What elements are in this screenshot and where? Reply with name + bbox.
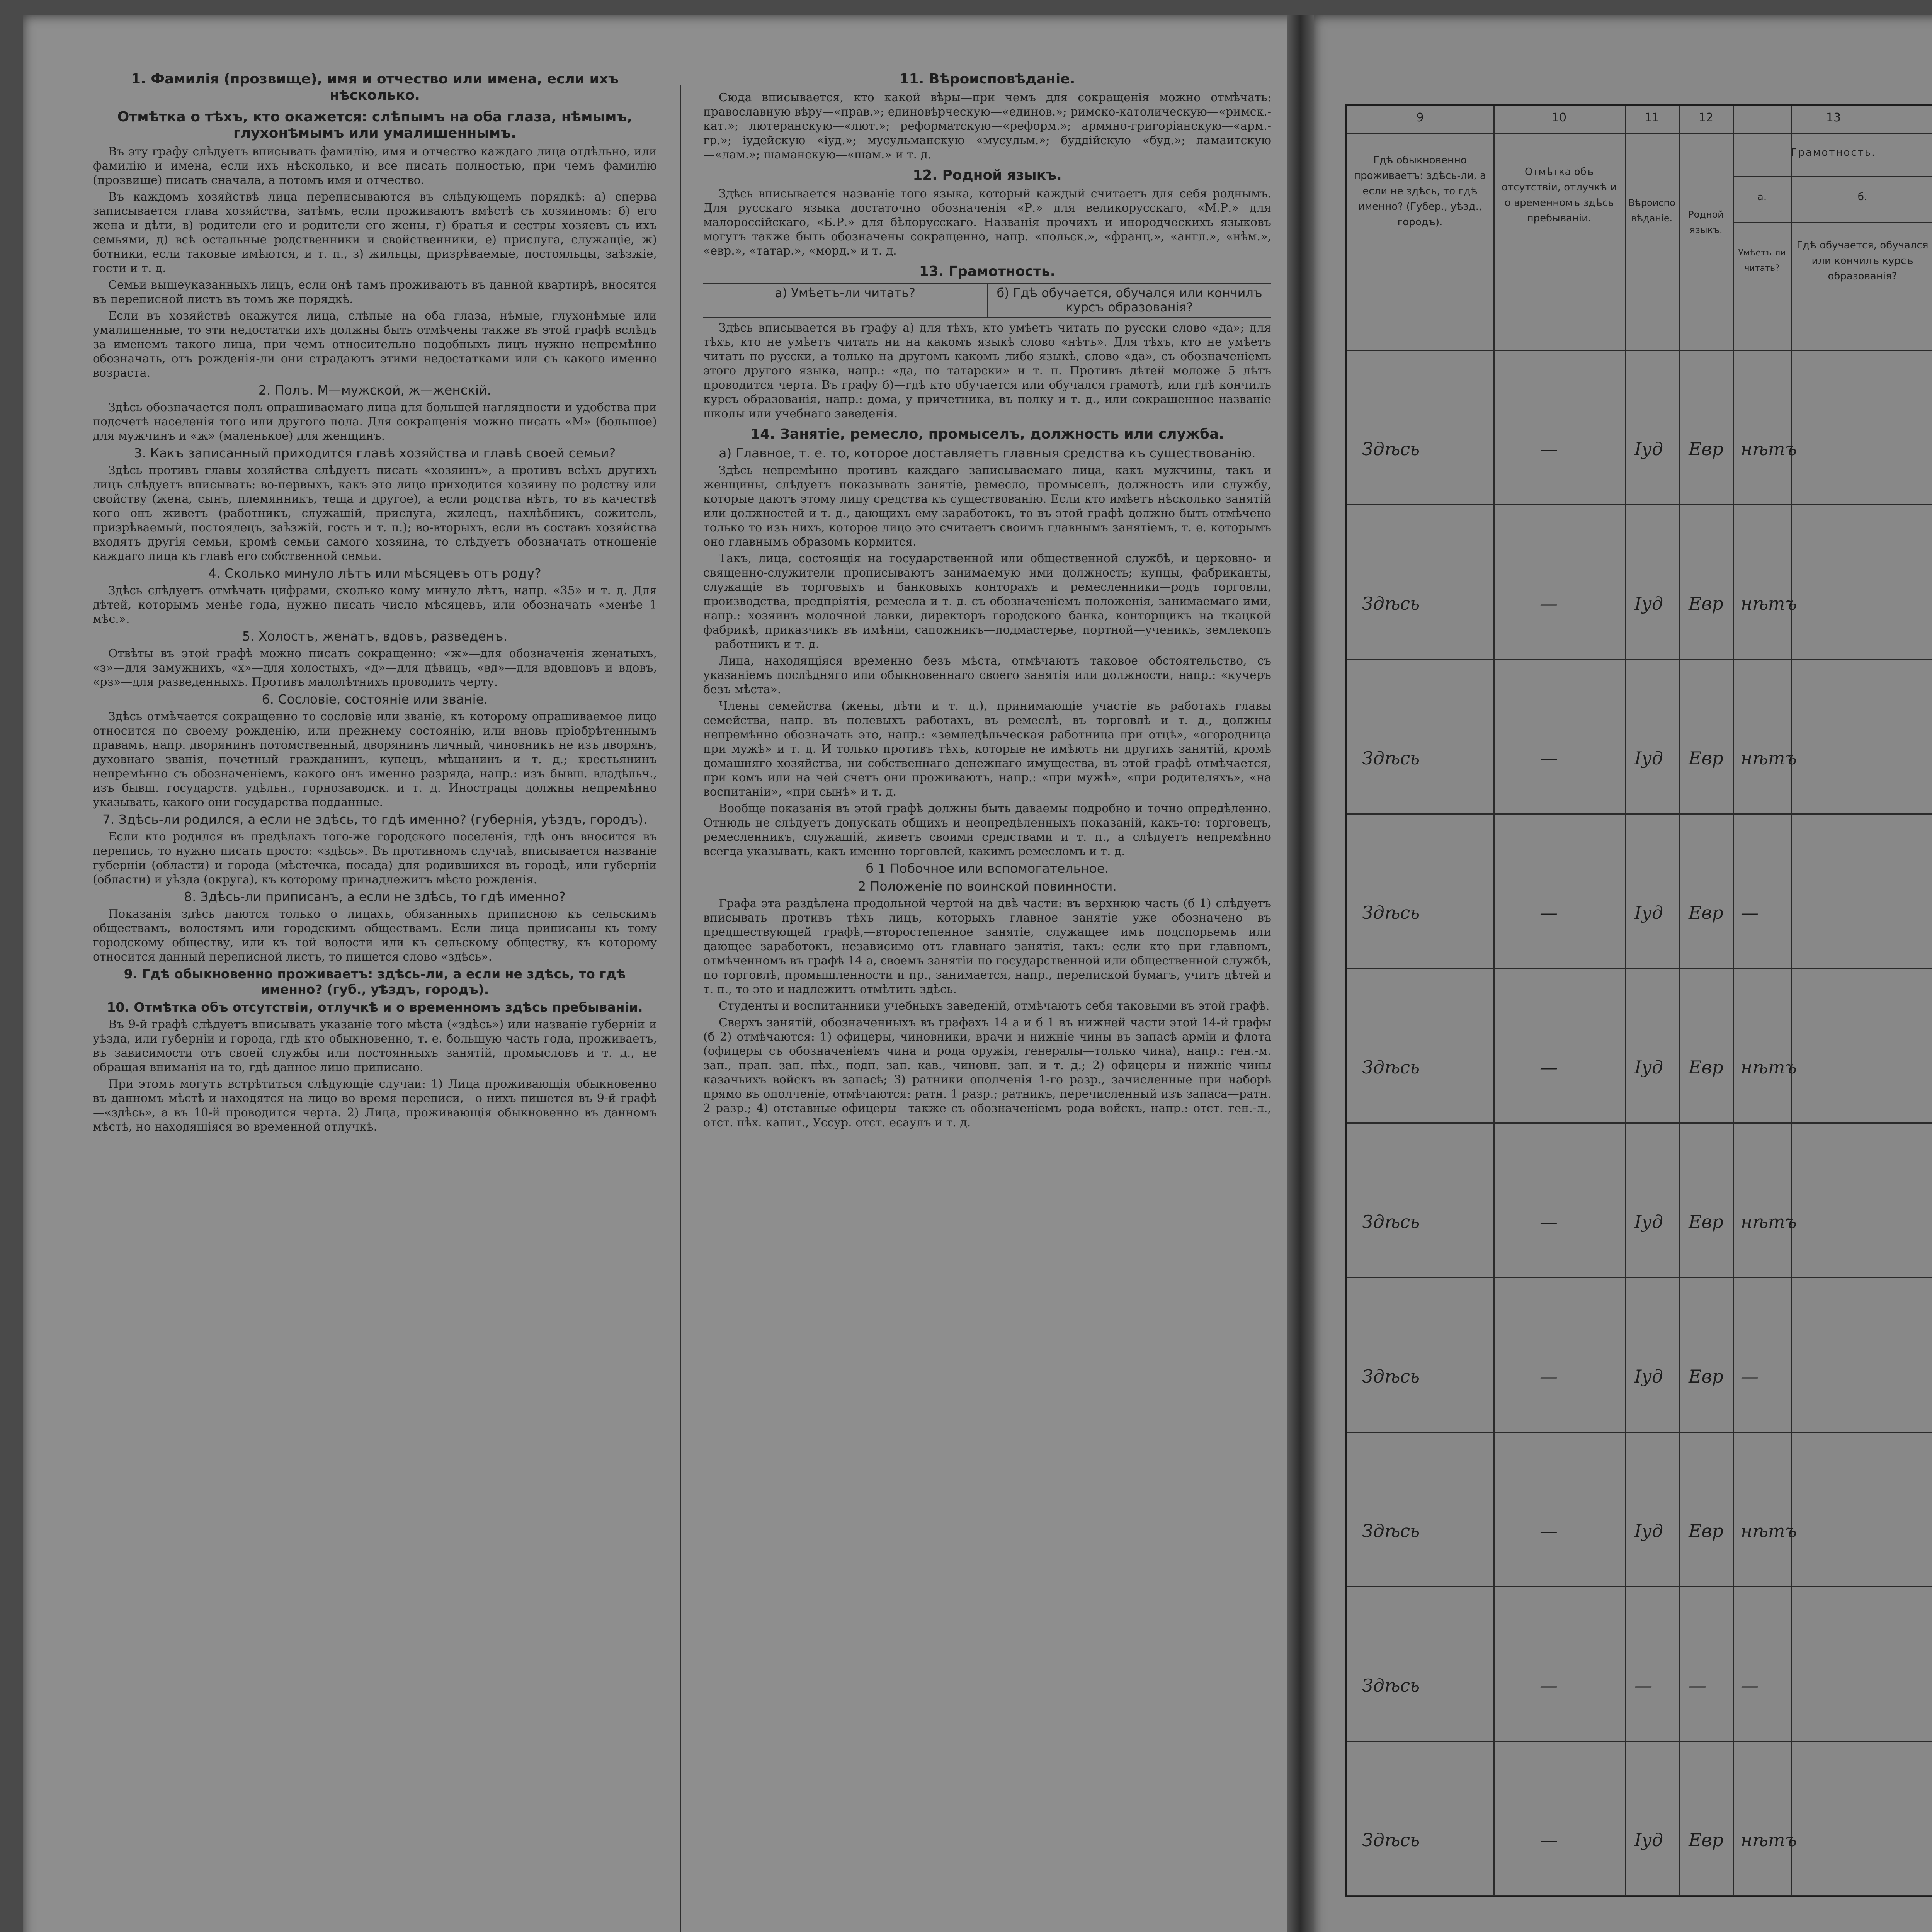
cell-faith: Іуд <box>1634 1520 1663 1541</box>
instruction-paragraph: Лица, находящіяся временно безъ мѣста, отмѣчаютъ таковое обстоятельство, съ указаніемъ послѣдняго или обыкновеннаго своего занятія или должности, напр.: «кучеръ безъ мѣста». <box>703 654 1271 696</box>
section-heading: 13. Грамотность. <box>919 264 1056 279</box>
cell-language: Евр <box>1689 1520 1723 1541</box>
col13-sub-rule <box>1733 176 1932 177</box>
cell-residence: Здѣсь <box>1362 593 1420 614</box>
cell-faith: Іуд <box>1634 1057 1663 1078</box>
census-table <box>1345 104 1932 1897</box>
header-number-rule <box>1347 133 1932 134</box>
row-rule <box>1347 1277 1932 1278</box>
row-rule <box>1347 1432 1932 1433</box>
cell-reads: — <box>1741 902 1759 923</box>
section-heading: 8. Здѣсь-ли приписанъ, а если не здѣсь, то гдѣ именно? <box>184 889 566 904</box>
cell-absence: — <box>1540 593 1558 614</box>
header-col13b: Гдѣ обучается, обучался или кончилъ курсъ образованія? <box>1796 240 1929 282</box>
colnum-9: 9 <box>1416 111 1424 124</box>
instruction-paragraph: Въ эту графу слѣдуетъ вписывать фамилію, имя и отчество каждаго лица отдѣльно, или фамилію и имена, если ихъ нѣсколько, и все писать полностью, при чемъ фамилію (прозвище) писать сначала, а потомъ имя и отчество. <box>93 145 657 187</box>
cell-language: Евр <box>1689 593 1723 614</box>
section-heading: 7. Здѣсь-ли родился, а если не здѣсь, то гдѣ именно? (губернія, уѣздъ, городъ). <box>102 812 647 827</box>
cell-residence: Здѣсь <box>1362 1057 1420 1078</box>
cell-absence: — <box>1540 902 1558 923</box>
row-rule <box>1347 813 1932 815</box>
cell-residence: Здѣсь <box>1362 1675 1420 1696</box>
instruction-paragraph: Сверхъ занятій, обозначенныхъ въ графахъ 14 а и б 1 въ нижней части этой 14-й графы (б 2) отмѣчаются: 1) офицеры, чиновники, врачи и нижніе чины въ запасѣ арміи и флота (офицеры съ обозначеніемъ чина и рода оружія, генералы—только чина), напр.: ген.-м. зап., прап. зап. пѣх., подп. зап. кав., чиновн. зап. и т. д.; 2) офицеры и нижніе чины казачьихъ войскъ въ запасѣ; 3) ратники ополченія 1-го разр., зачисленные при наборѣ прямо въ ополченіе, отмѣчаются: ратн. 1 разр.; ратникъ, перечисленный изъ запаса—ратн. 2 разр.; 4) отставные офицеры—также съ обозначеніемъ рода войскъ, напр.: отст. ген.-л., отст. пѣх. капит., Уссур. отст. есаулъ и т. д. <box>703 1016 1271 1129</box>
cell-language: Евр <box>1689 1211 1723 1232</box>
cell-faith: Іуд <box>1634 439 1663 459</box>
row-rule <box>1347 968 1932 969</box>
cell-absence: — <box>1540 1675 1558 1696</box>
cell-absence: — <box>1540 1830 1558 1850</box>
row-rule <box>1347 659 1932 660</box>
cell-language: Евр <box>1689 1057 1723 1078</box>
instruction-paragraph: Здѣсь вписывается въ графу а) для тѣхъ, кто умѣетъ читать по русски слово «да»; для тѣхъ, кто не умѣетъ читать ни на какомъ языкѣ слово «нѣтъ». Для тѣхъ, кто не умѣетъ читать по русски, а только на другомъ какомъ либо языкѣ, слово «да», съ обозначеніемъ этого другого языка, напр.: «да, по татарски» и т. п. Противъ дѣтей моложе 5 лѣтъ проводится черта. Въ графу б)—гдѣ кто обучается или обучался грамотѣ, или гдѣ кончилъ курсъ образованія, напр.: дома, у причетника, въ полку и т. д., или сокращенное названіе школы или учебнаго заведенія. <box>703 321 1271 420</box>
cell-residence: Здѣсь <box>1362 748 1420 769</box>
section-heading: 1. Фамилія (прозвище), имя и отчество или имена, если ихъ нѣсколько. <box>131 71 619 103</box>
cell-language: Евр <box>1689 902 1723 923</box>
header-col11: Вѣроисповѣданіе. <box>1628 197 1675 224</box>
book-gutter <box>1287 15 1314 1932</box>
column-divider <box>680 85 681 1932</box>
cell-residence: Здѣсь <box>1362 1366 1420 1387</box>
instruction-paragraph: Члены семейства (жены, дѣти и т. д.), принимающіе участіе въ работахъ главы семейства, напр. въ полевыхъ работахъ, въ ремеслѣ, въ торговлѣ и т. д., должны непремѣнно обозначать это, напр.: «земледѣльческая работница при отцѣ», «огородница при мужѣ» и т. д. И только противъ тѣхъ, которые не имѣютъ ни другихъ занятій, кромѣ домашняго хозяйства, ни собственнаго денежнаго имущества, въ этой графѣ отмѣчается, при комъ или на чей счетъ они проживаютъ, напр.: «при мужѣ», «при родителяхъ», «на воспитаніи», «при сынѣ» и т. д. <box>703 699 1271 799</box>
section-heading: а) Главное, т. е. то, которое доставляетъ главныя средства къ существованію. <box>719 446 1256 461</box>
instruction-paragraph: Здѣсь противъ главы хозяйства слѣдуетъ писать «хозяинъ», а противъ всѣхъ другихъ лицъ слѣдуетъ вписывать: во-первыхъ, какъ это лицо приходится хозяину по родству или свойству (жена, сынъ, племянникъ, теща и другое), а если родства нѣтъ, то въ качествѣ кого онъ живетъ (работникъ, служащій, прислуга, жилецъ, нахлѣбникъ, сожитель, призрѣваемый, постоялецъ, заѣзжій, гость и т. п.); во-вторыхъ, если въ составъ хозяйства входятъ другія семьи, кромѣ семьи самого хозяина, то слѣдуетъ обозначать отношеніе каждаго лица къ главѣ его собственной семьи. <box>93 464 657 563</box>
instruction-paragraph: Здѣсь обозначается полъ опрашиваемаго лица для большей наглядности и удобства при подсчетѣ населенія того или другого пола. Для сокращенія можно писать «М» (большое) для мужчинъ и «ж» (маленькое) для женщинъ. <box>93 401 657 443</box>
cell-faith: Іуд <box>1634 593 1663 614</box>
cell-language: Евр <box>1689 1830 1723 1850</box>
cell-language: — <box>1689 1675 1706 1696</box>
instruction-paragraph: Здѣсь непремѣнно противъ каждаго записываемаго лица, какъ мужчины, такъ и женщины, слѣдуетъ показывать занятіе, ремесло, промыселъ, должность или службу, которые даютъ этому лицу средства къ существованію. Если кто имѣетъ нѣсколько занятій или должностей и т. д., дающихъ ему заработокъ, то въ этой графѣ должно быть отмѣчено только то изъ нихъ, которое лицо это считаетъ своимъ главнымъ занятіемъ, т. е. которымъ оно главнымъ образомъ кормится. <box>703 464 1271 549</box>
row-rule <box>1347 1741 1932 1742</box>
cell-absence: — <box>1540 1057 1558 1078</box>
cell-faith: Іуд <box>1634 902 1663 923</box>
instruction-paragraph: Графа эта раздѣлена продольной чертой на двѣ части: въ верхнюю часть (б 1) слѣдуетъ вписывать противъ тѣхъ лицъ, которыхъ главное занятіе уже обозначено въ предшествующей графѣ,—второстепенное занятіе, служащее имъ подспорьемъ или дающее заработокъ, независимо отъ главнаго занятія, такъ: если кто при главномъ, отмѣченномъ въ графѣ 14 а, своемъ занятіи по государственной или общественной службѣ, по торговлѣ, промышленности и пр., занимается, напр., перепиской бумагъ, учитъ дѣтей и т. п., то это и надлежитъ отмѣтить здѣсь. <box>703 897 1271 996</box>
cell-absence: — <box>1540 1520 1558 1541</box>
cell-residence: Здѣсь <box>1362 902 1420 923</box>
colnum-10: 10 <box>1551 111 1567 124</box>
literacy-sub-b: б) Гдѣ обучается, обучался или кончилъ курсъ образованія? <box>987 284 1271 317</box>
cell-reads: нѣтъ <box>1741 1520 1797 1541</box>
cell-reads: — <box>1741 1366 1759 1387</box>
header-col13a-letter: а. <box>1757 191 1767 203</box>
header-col13a: Умѣетъ-ли читать? <box>1738 248 1786 273</box>
instruction-paragraph: Здѣсь слѣдуетъ отмѣчать цифрами, сколько кому минуло лѣтъ, напр. «35» и т. д. Для дѣтей, которымъ менѣе года, нужно писать число мѣсяцевъ, или обозначать «менѣе 1 мѣс.». <box>93 584 657 626</box>
instruction-paragraph: Въ 9-й графѣ слѣдуетъ вписывать указаніе того мѣста («здѣсь») или названіе губерніи и уѣзда, или губерніи и города, гдѣ кто обыкновенно, т. е. большую часть года, проживаетъ, въ зависимости отъ своей службы или постоянныхъ занятій, промысловъ и т. д., не обращая вниманія на то, гдѣ данное лицо приписано. <box>93 1018 657 1074</box>
cell-residence: Здѣсь <box>1362 439 1420 459</box>
instruction-paragraph: Семьи вышеуказанныхъ лицъ, если онѣ тамъ проживаютъ въ данной квартирѣ, вносятся въ переписной листъ въ томъ же порядкѣ. <box>93 278 657 306</box>
section-heading: 2 Положеніе по воинской повинности. <box>858 879 1117 894</box>
section-heading: 3. Какъ записанный приходится главѣ хозяйства и главѣ своей семьи? <box>134 446 616 461</box>
cell-reads: нѣтъ <box>1741 1211 1797 1232</box>
instruction-paragraph: Здѣсь вписывается названіе того языка, который каждый считаетъ для себя роднымъ. Для русскаго языка достаточно обозначенія «Р.» для великорусскаго, «М.Р.» для малороссійскаго, «Б.Р.» для бѣлорусскаго. Названія прочихъ и инородческихъ языковъ могутъ также быть обозначены сокращенно, напр. «польск.», «франц.», «англ.», «нѣм.», «евр.», «татар.», «морд.» и т. д. <box>703 187 1271 258</box>
header-bottom-rule <box>1347 350 1932 351</box>
cell-language: Евр <box>1689 748 1723 769</box>
cell-residence: Здѣсь <box>1362 1211 1420 1232</box>
section-heading: 14. Занятіе, ремесло, промыселъ, должность или служба. <box>750 426 1224 442</box>
instruction-paragraph: Если въ хозяйствѣ окажутся лица, слѣпые на оба глаза, нѣмые, глухонѣмые или умалишенные, то эти недостатки ихъ должны быть отмѣчены также въ этой графѣ вслѣдъ за именемъ такого лица, при чемъ относительно подобныхъ лицъ нужно непремѣнно обозначать, отъ рожденія-ли они страдаютъ этими недостатками или съ какого именно возраста. <box>93 309 657 380</box>
section-heading: 11. Вѣроисповѣданіе. <box>899 71 1075 87</box>
row-rule <box>1347 1586 1932 1587</box>
header-col12: Родной языкъ. <box>1688 209 1724 235</box>
literacy-sub-a: а) Умѣетъ-ли читать? <box>775 286 915 300</box>
instruction-paragraph: При этомъ могутъ встрѣтиться слѣдующіе случаи: 1) Лица проживающія обыкновенно въ данномъ мѣстѣ и находятся на лицо во время переписи,—о нихъ пишется въ 9-й графѣ—«здѣсь», а въ 10-й проводится черта. 2) Лица, проживающія обыкновенно въ данномъ мѣстѣ, но находящіяся во временной отлучкѣ. <box>93 1077 657 1134</box>
section-heading: 2. Полъ. М—мужской, ж—женскій. <box>258 383 492 398</box>
col-line <box>1625 106 1626 1895</box>
instruction-paragraph: Такъ, лица, состоящія на государственной или общественной службѣ, и церковно- и священно-служители прописываютъ занимаемую ими должность; купцы, фабриканты, служащіе въ торговыхъ и банковыхъ конторахъ и ремесленники—родъ торговли, производства, предпріятія, ремесла и т. д. съ обозначеніемъ положенія, занимаемаго ими, напр.: хозяинъ молочной лавки, директоръ городского банка, конторщикъ на ткацкой фабрикѣ, приказчикъ въ имѣніи, сапожникъ—подмастерье, портной—ученикъ, землекопъ—работникъ и т. д. <box>703 552 1271 651</box>
cell-reads: нѣтъ <box>1741 439 1797 459</box>
col-line <box>1791 106 1792 1895</box>
instruction-paragraph: Вообще показанія въ этой графѣ должны быть даваемы подробно и точно опредѣленно. Отнюдь не слѣдуетъ допускать общихъ и неопредѣленныхъ показаній, какъ-то: торговецъ, ремесленникъ, служащій, живетъ своими средствами и т. п., а слѣдуетъ непремѣнно всегда указывать, какъ именно торговлей, какимъ ремесломъ и т. д. <box>703 802 1271 858</box>
section-heading: 9. Гдѣ обыкновенно проживаетъ: здѣсь-ли, а если не здѣсь, то гдѣ именно? (губ., уѣздъ, городъ). <box>124 966 626 997</box>
col-line <box>1493 106 1495 1895</box>
instruction-paragraph: Показанія здѣсь даются только о лицахъ, обязанныхъ приписною къ сельскимъ обществамъ, волостямъ или городскимъ обществамъ. Если лица приписаны къ тому городскому обществу, или къ той волости или къ сельскому обществу, къ которому относится данный переписной листъ, то пишется слово «здѣсь». <box>93 907 657 964</box>
cell-absence: — <box>1540 748 1558 769</box>
section-heading: Отмѣтка о тѣхъ, кто окажется: слѣпымъ на оба глаза, нѣмымъ, глухонѣмымъ или умалишеннымъ. <box>117 109 633 141</box>
header-col13: Грамотность. <box>1791 147 1876 158</box>
section-heading: 6. Сословіе, состояніе или званіе. <box>262 692 488 707</box>
col-line <box>1679 106 1680 1895</box>
cell-faith: Іуд <box>1634 1366 1663 1387</box>
cell-reads: нѣтъ <box>1741 748 1797 769</box>
header-col10: Отмѣтка объ отсутствіи, отлучкѣ и о временномъ здѣсь пребываніи. <box>1501 166 1617 224</box>
col13-letter-rule <box>1733 222 1932 223</box>
cell-absence: — <box>1540 439 1558 459</box>
cell-absence: — <box>1540 1211 1558 1232</box>
instructions-column-left <box>93 66 657 1136</box>
cell-faith: — <box>1634 1675 1652 1696</box>
row-rule <box>1347 504 1932 505</box>
section-heading: б 1 Побочное или вспомогательное. <box>866 861 1109 876</box>
cell-residence: Здѣсь <box>1362 1520 1420 1541</box>
literacy-subheader <box>703 283 1271 318</box>
section-heading: 5. Холостъ, женатъ, вдовъ, разведенъ. <box>242 629 508 644</box>
instruction-paragraph: Сюда вписывается, кто какой вѣры—при чемъ для сокращенія можно отмѣчать: православную вѣру—«прав.»; единовѣрческую—«единов.»; римско-католическую—«римск.-кат.»; лютеранскую—«лют.»; реформатскую—«реформ.»; армяно-григоріанскую—«арм.-гр.»; іудейскую—«іуд.»; мусульманскую—«мусульм.»; буддійскую—«буд.»; ламаитскую—«лам.»; шаманскую—«шам.» и т. д. <box>703 91 1271 162</box>
header-col13b-letter: б. <box>1857 191 1867 203</box>
instruction-paragraph: Если кто родился въ предѣлахъ того-же городского поселенія, гдѣ онъ вносится въ перепись, то нужно писать просто: «здѣсь». Въ противномъ случаѣ, вписывается названіе губерніи (области) и города (мѣстечка, посада) для родившихся въ городѣ, или губерніи (области) и уѣзда (округа), къ которому принадлежитъ мѣсто рожденія. <box>93 830 657 886</box>
section-heading: 10. Отмѣтка объ отсутствіи, отлучкѣ и о временномъ здѣсь пребываніи. <box>107 1000 643 1015</box>
colnum-11: 11 <box>1644 111 1660 124</box>
cell-reads: нѣтъ <box>1741 1057 1797 1078</box>
cell-language: Евр <box>1689 439 1723 459</box>
left-page <box>23 15 1310 1932</box>
section-heading: 4. Сколько минуло лѣтъ или мѣсяцевъ отъ роду? <box>208 566 541 581</box>
cell-faith: Іуд <box>1634 748 1663 769</box>
row-rule <box>1347 1122 1932 1124</box>
cell-reads: нѣтъ <box>1741 593 1797 614</box>
colnum-13: 13 <box>1826 111 1841 124</box>
instructions-column-right <box>703 66 1271 1132</box>
instruction-paragraph: Студенты и воспитанники учебныхъ заведеній, отмѣчаютъ себя таковыми въ этой графѣ. <box>719 999 1270 1013</box>
col-line <box>1733 106 1734 1895</box>
cell-faith: Іуд <box>1634 1830 1663 1850</box>
cell-reads: — <box>1741 1675 1759 1696</box>
right-page <box>1314 15 1932 1932</box>
cell-absence: — <box>1540 1366 1558 1387</box>
instruction-paragraph: Отвѣты въ этой графѣ можно писать сокращенно: «ж»—для обозначенія женатыхъ, «з»—для замужнихъ, «х»—для холостыхъ, «д»—для дѣвицъ, «вд»—для вдовцовъ и вдовъ, «рз»—для разведенныхъ. Противъ малолѣтнихъ проводить черту. <box>93 647 657 689</box>
cell-faith: Іуд <box>1634 1211 1663 1232</box>
cell-reads: нѣтъ <box>1741 1830 1797 1850</box>
header-col9: Гдѣ обыкновенно проживаетъ: здѣсь-ли, а если не здѣсь, то гдѣ именно? (Губер., уѣзд., городъ). <box>1354 155 1486 228</box>
section-heading: 12. Родной языкъ. <box>913 167 1062 183</box>
cell-residence: Здѣсь <box>1362 1830 1420 1850</box>
colnum-12: 12 <box>1698 111 1714 124</box>
row-rule <box>1347 1895 1932 1896</box>
instruction-paragraph: Здѣсь отмѣчается сокращенно то сословіе или званіе, къ которому опрашиваемое лицо относится по своему рожденію, или прежнему состоянію, или вновь пріобрѣтеннымъ правамъ, напр. дворянинъ потомственный, дворянинъ личный, чиновникъ не изъ дворянъ, духовнаго званія, почетный гражданинъ, купецъ, мѣщанинъ и т. д.; крестьянинъ непремѣнно съ обозначеніемъ, какого онъ именно разряда, напр.: изъ бывш. владѣльч., изъ бывш. государств. удѣльн., горнозаводск. и т. д. Инострацы должны непремѣнно указывать, какого они государства подданные. <box>93 710 657 809</box>
instruction-paragraph: Въ каждомъ хозяйствѣ лица переписываются въ слѣдующемъ порядкѣ: а) сперва записывается глава хозяйства, затѣмъ, если проживаютъ вмѣстѣ съ хозяиномъ: б) его жена и дѣти, в) родители его и родители его жены, г) братья и сестры хозяевъ съ ихъ семьями, д) всѣ остальные родственники и свойственники, е) прислуга, служащіе, ж) ботники, если таковые имѣются, и т. п., з) жильцы, призрѣваемые, постояльцы, заѣзжіе, гости и т. д. <box>93 190 657 275</box>
cell-language: Евр <box>1689 1366 1723 1387</box>
